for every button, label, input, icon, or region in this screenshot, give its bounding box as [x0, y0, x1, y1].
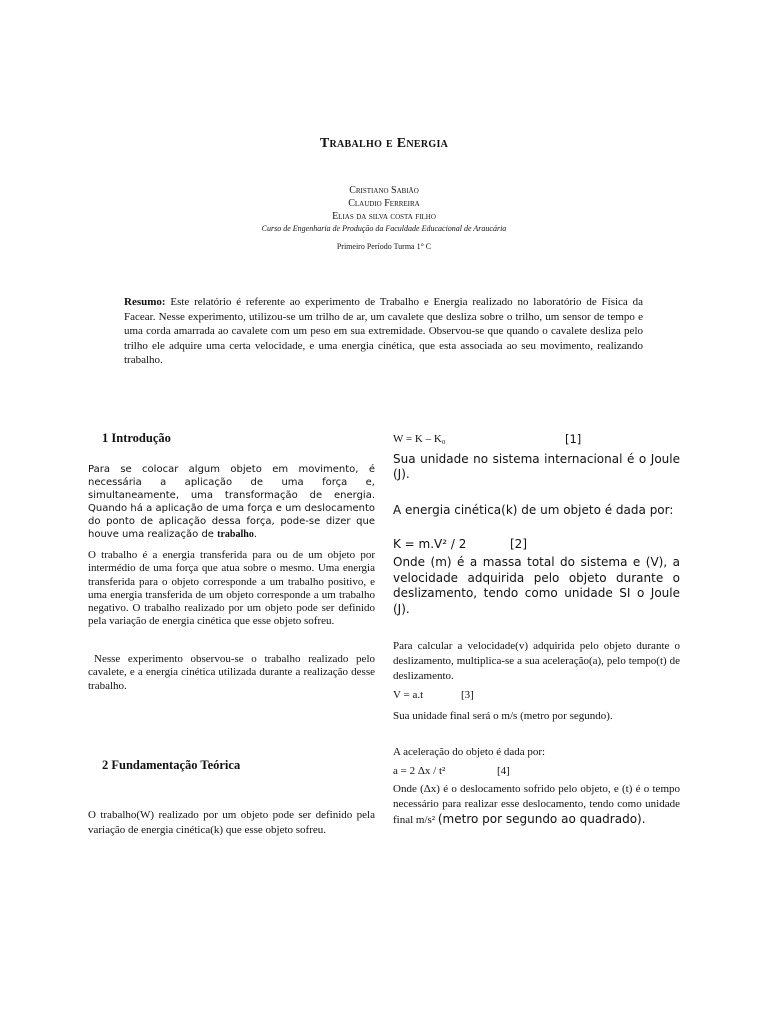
equation-4 — [393, 765, 593, 778]
equation-4-formula: a = 2 Δx / t² — [393, 765, 446, 777]
equation-4-number: [4] — [497, 765, 510, 777]
section-2-heading: 2 Fundamentação Teórica — [102, 758, 241, 772]
paper-title: Trabalho e Energia — [319, 136, 449, 151]
kinetic-energy-definition: A energia cinética(k) de um objeto é dada por: — [393, 503, 674, 517]
equation-4-explanation-text: Onde (Δx) é o deslocamento sofrido pelo objeto, e (t) é o tempo necessário para realizar esse deslocamento, tendo como unidade final m/s² — [393, 783, 680, 826]
equation-4-explanation-tail: (metro por segundo ao quadrado). — [437, 812, 646, 826]
fundamentacao-paragraph: O trabalho(W) realizado por um objeto pode ser definido pela variação de energia cinética(k) que esse objeto sofreu. — [88, 809, 375, 836]
intro-paragraph-2: O trabalho é a energia transferida para ou de um objeto por intermédio de uma força que atua sobre o mesmo. Uma energia transferida para o objeto corresponde a um trabalho positivo, e uma energia transferida de um objeto corresponde a um trabalho negativo. O trabalho realizado por um objeto pode ser definido pela variação de energia cinética que esse objeto sofreu. — [88, 549, 375, 628]
affiliation: Curso de Engenharia de Produção da Faculdade Educacional de Araucária — [261, 224, 507, 233]
equation-3-unit: Sua unidade final será o m/s (metro por segundo). — [393, 710, 613, 722]
class-info: Primeiro Período Turma 1° C — [336, 242, 432, 251]
equation-2-number: [2] — [510, 537, 527, 551]
equation-2-explanation: Onde (m) é a massa total do sistema e (V), a velocidade adquirida pelo objeto durante o deslizamento, tendo como unidade SI o Joule (J). — [393, 555, 680, 616]
left-column — [88, 0, 375, 1024]
author-3: Elias da silva costa filho — [332, 211, 436, 222]
intro-p1-bold-word: trabalho — [217, 529, 254, 540]
intro-p1-text: Para se colocar algum objeto em movimento, é necessária a aplicação de uma força e, simultaneamente, uma transformação de energia. Quando há a aplicação de uma força e um deslocamento do ponto de aplicação dessa força, pode-se dizer que houve uma realização de — [88, 464, 375, 540]
abstract-label: Resumo: — [124, 296, 166, 308]
right-column — [393, 0, 680, 1024]
author-2: Claudio Ferreira — [348, 198, 420, 209]
equation-1-formula: W = K – K₀ — [393, 433, 446, 445]
equation-3-number: [3] — [461, 689, 474, 701]
equation-3-formula: V = a.t — [393, 689, 424, 701]
velocity-paragraph: Para calcular a velocidade(v) adquirida pelo objeto durante o deslizamento, multiplica-se a sua aceleração(a), pelo tempo(t) de deslizamento. — [393, 640, 680, 682]
intro-paragraph-1 — [88, 463, 375, 541]
section-1-heading: 1 Introdução — [102, 431, 171, 445]
equation-2 — [393, 538, 593, 551]
acceleration-definition: A aceleração do objeto é dada por: — [393, 746, 546, 758]
intro-p1-end: . — [253, 529, 258, 540]
equation-1 — [393, 433, 593, 446]
equation-1-number: [1] — [565, 432, 582, 446]
author-1: Cristiano Sabião — [349, 185, 419, 196]
intro-paragraph-3: Nesse experimento observou-se o trabalho realizado pelo cavalete, e a energia cinética utilizada durante a realização desse trabalho. — [88, 653, 375, 692]
equation-2-formula: K = m.V² / 2 — [393, 537, 467, 551]
equation-3 — [393, 689, 593, 702]
equation-4-explanation — [393, 782, 680, 828]
joule-unit-text: Sua unidade no sistema internacional é o Joule (J). — [393, 452, 680, 481]
abstract-text: Este relatório é referente ao experimento de Trabalho e Energia realizado no laboratório de Física da Facear. Nesse experimento, utilizou-se um trilho de ar, um cavalete que desliza sobre o trilho, um sensor de tempo e uma corda amarrada ao cavalete com um peso em sua extremidade. Observou-se que quando o cavalete desliza pelo trilho ele adquire uma certa velocidade, e uma energia cinética, que esta associada ao seu movimento, realizando trabalho. — [124, 296, 643, 366]
